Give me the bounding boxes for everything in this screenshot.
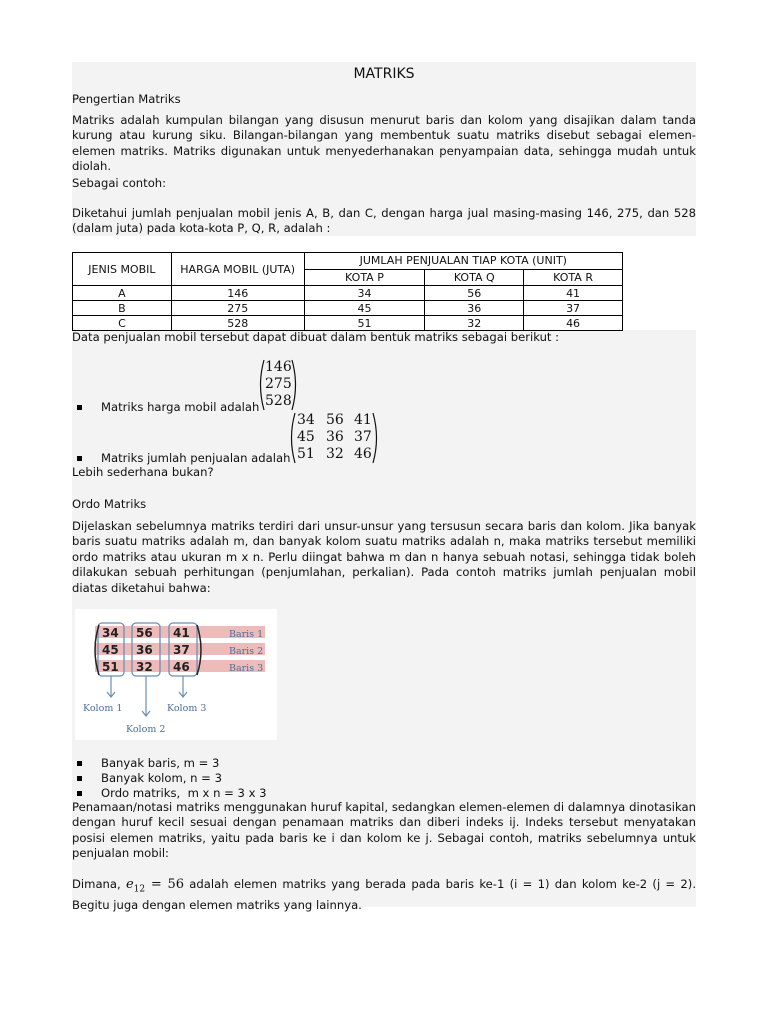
table-cell: B (73, 301, 172, 316)
bullet-text: Banyak kolom, n = 3 (101, 771, 222, 785)
formula-subscript: 12 (133, 884, 146, 895)
row-label: Baris 3 (229, 663, 264, 674)
example-paragraph: Diketahui jumlah penjualan mobil jenis A, B, dan C, dengan harga jual masing-masing 146, 275, dan 528 (dalam juta) pada kota-kota P, Q, R, adalah : (72, 206, 696, 236)
formula-variable: e (125, 877, 134, 892)
figure-cell: 41 (173, 626, 190, 640)
price-matrix-cell: 275 (265, 376, 292, 392)
table-cell: 41 (524, 286, 623, 301)
sales-matrix-cell: 56 (326, 412, 344, 428)
header-harga-mobil: HARGA MOBIL (JUTA) (171, 253, 304, 286)
bullet-text: Matriks harga mobil adalah (101, 400, 260, 414)
closing-question: Lebih sederhana bukan? (72, 465, 214, 479)
table-cell: C (73, 316, 172, 331)
price-matrix-cell: 528 (265, 393, 292, 409)
figure-cell: 45 (102, 643, 119, 657)
definition-paragraph: Matriks adalah kumpulan bilangan yang disusun menurut baris dan kolom yang disajikan dalam tanda kurung atau kurung siku. Bilangan-bilangan yang membentuk suatu matriks disebut sebagai elemen-elemen matriks. Matriks digunakan untuk menyederhanakan penyampaian data, sehingga mudah untuk diolah. (72, 113, 696, 174)
price-matrix (256, 358, 300, 412)
bullet-text: Ordo matriks, m x n = 3 x 3 (101, 786, 267, 800)
figure-cell: 36 (136, 643, 153, 657)
column-label: Kolom 2 (126, 724, 166, 735)
page-title: MATRIKS (353, 66, 415, 82)
header-jenis-mobil: JENIS MOBIL (73, 253, 172, 286)
sales-table (72, 252, 623, 331)
notation-paragraph: Penamaan/notasi matriks menggunakan huruf kapital, sedangkan elemen-elemen di dalamnya dinotasikan dengan huruf kecil sesuai dengan penamaan matriks dan diberi indeks ij. Indeks tersebut menyatakan posisi elemen matriks, yaitu pada baris ke i dan kolom ke j. Sebagai contoh, matriks sebelumnya untuk penjualan mobil: (72, 800, 696, 861)
section-heading-pengertian: Pengertian Matriks (72, 92, 181, 106)
matrix-intro-text: Data penjualan mobil tersebut dapat dibuat dalam bentuk matriks sebagai berikut : (72, 330, 560, 344)
table-cell: 146 (171, 286, 304, 301)
sales-matrix (287, 411, 381, 465)
table-cell: 51 (304, 316, 425, 331)
table-cell: 45 (304, 301, 425, 316)
final-prefix: Dimana, (72, 877, 121, 891)
sales-matrix-cell: 37 (354, 429, 372, 445)
table-cell: 32 (425, 316, 524, 331)
ordo-diagram (75, 609, 277, 740)
table-cell: 34 (304, 286, 425, 301)
table-cell: A (73, 286, 172, 301)
header-kota-r: KOTA R (524, 269, 623, 286)
table-cell: 56 (425, 286, 524, 301)
bullet-icon (77, 791, 82, 796)
table-cell: 275 (171, 301, 304, 316)
table-row (73, 286, 623, 301)
header-kota-p: KOTA P (304, 269, 425, 286)
sales-matrix-cell: 45 (297, 429, 315, 445)
section-heading-ordo: Ordo Matriks (72, 497, 147, 511)
sales-matrix-cell: 32 (326, 446, 344, 462)
row-label: Baris 2 (229, 646, 264, 657)
figure-cell: 37 (173, 643, 190, 657)
table-cell: 528 (171, 316, 304, 331)
example-label: Sebagai contoh: (72, 176, 167, 190)
sales-matrix-cell: 51 (297, 446, 315, 462)
bullet-text: Matriks jumlah penjualan adalah (101, 451, 291, 465)
sales-matrix-cell: 41 (354, 412, 372, 428)
header-jumlah-penjualan: JUMLAH PENJUALAN TIAP KOTA (UNIT) (304, 253, 622, 270)
price-matrix-cell: 146 (265, 359, 292, 375)
formula (125, 877, 185, 895)
final-text: adalah elemen matriks yang berada pada baris ke-1 (i = 1) dan kolom ke-2 (j = 2). Begitu juga dengan elemen matriks yang lainnya. (72, 877, 697, 912)
table-row (73, 301, 623, 316)
bullet-icon (77, 776, 82, 781)
row-label: Baris 1 (229, 629, 264, 640)
table-cell: 46 (524, 316, 623, 331)
bullet-icon (77, 405, 82, 410)
figure-cell: 56 (136, 626, 153, 640)
sales-matrix-cell: 34 (297, 412, 315, 428)
bullet-icon (77, 456, 82, 461)
ordo-figure (75, 609, 277, 740)
figure-cell: 46 (173, 660, 190, 674)
header-kota-q: KOTA Q (425, 269, 524, 286)
final-paragraph (72, 877, 696, 913)
column-label: Kolom 3 (167, 703, 207, 714)
ordo-paragraph: Dijelaskan sebelumnya matriks terdiri dari unsur-unsur yang tersusun secara baris dan kolom. Jika banyak baris suatu matriks adalah m, dan banyak kolom suatu matriks adalah n, maka matriks tersebut memiliki ordo matriks atau ukuran m x n. Perlu diingat bahwa m dan n hanya sebuah notasi, sehingga tidak boleh dilakukan sebuah perhitungan (penjumlahan, perkalian). Pada contoh matriks jumlah penjualan mobil diatas diketahui bahwa: (72, 519, 696, 595)
figure-cell: 51 (102, 660, 119, 674)
figure-cell: 34 (102, 626, 119, 640)
bullet-text: Banyak baris, m = 3 (101, 756, 220, 770)
sales-matrix-cell: 46 (354, 446, 372, 462)
table-row (73, 316, 623, 331)
formula-value: = 56 (145, 877, 185, 892)
figure-cell: 32 (136, 660, 153, 674)
sales-matrix-cell: 36 (326, 429, 344, 445)
table-cell: 37 (524, 301, 623, 316)
bullet-icon (77, 761, 82, 766)
table-cell: 36 (425, 301, 524, 316)
column-label: Kolom 1 (83, 703, 123, 714)
